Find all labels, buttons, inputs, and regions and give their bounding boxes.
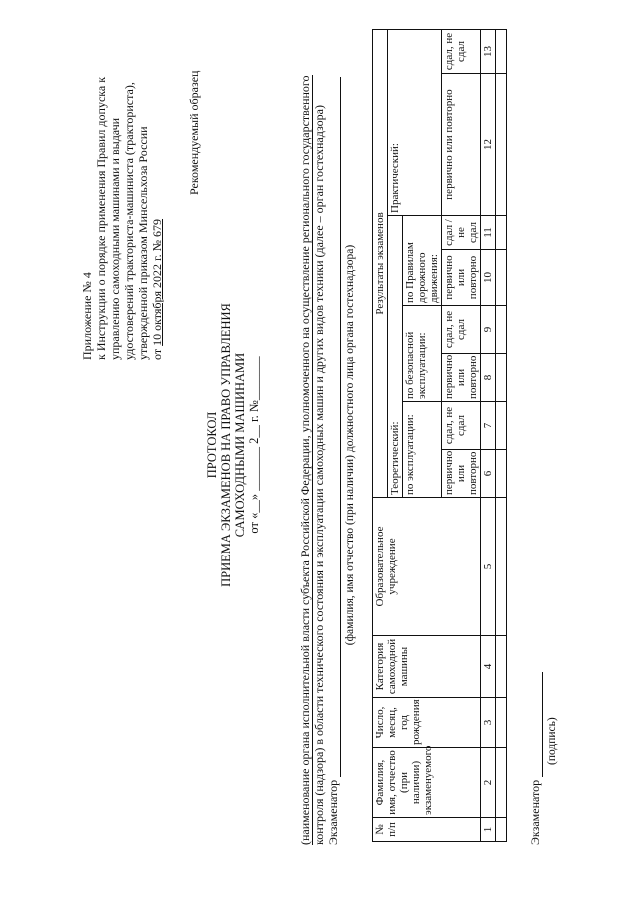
table-cell: [496, 74, 507, 216]
table-cell: [496, 498, 507, 636]
header-results: Результаты экзаменов: [373, 29, 388, 497]
header-pass-fail: сдал / не сдал: [442, 216, 481, 250]
signature-caption: (подпись): [546, 717, 558, 765]
table-cell: [496, 748, 507, 818]
examiner-field: [326, 45, 341, 845]
header-no: № п/п: [373, 818, 481, 842]
column-number: 6: [481, 450, 496, 498]
header-safe-exploitation: по безопасной эксплуатации:: [403, 306, 442, 402]
authority-caption: [298, 45, 326, 845]
title-line-3: САМОХОДНЫМИ МАШИНАМИ: [233, 352, 247, 538]
authority-line-1: (наименование органа исполнительной власти субъекта Российской Федерации, уполномоченного на осуществление регионального государственного: [298, 75, 312, 845]
protocol-title: [205, 225, 261, 665]
table-cell: [496, 402, 507, 450]
header-school: Образовательное учреждение: [373, 498, 481, 636]
column-number: 3: [481, 698, 496, 748]
table-cell: [496, 450, 507, 498]
header-theory: Теоретический:: [388, 216, 403, 498]
appendix-order-date: 10 октября 2022 г. № 679: [150, 218, 164, 346]
table-row: [496, 29, 507, 841]
table-cell: [496, 698, 507, 748]
table-cell: [496, 636, 507, 698]
recommended-sample-label: Рекомендуемый образец: [187, 70, 201, 195]
examiner-fill-line: [328, 77, 341, 777]
table-cell: [496, 216, 507, 250]
signature-label: Экзаменатор: [528, 779, 542, 845]
header-pass-fail: сдал, не сдал: [442, 29, 481, 73]
title-date-line: от «__» _______ 2__ г. №_______: [247, 356, 261, 534]
appendix-order-prefix: от: [150, 345, 164, 360]
header-pass-fail: сдал, не сдал: [442, 306, 481, 354]
header-dob: Число, месяц, год рождения: [373, 698, 481, 748]
column-number: 4: [481, 636, 496, 698]
header-practical: Практический:: [388, 29, 442, 215]
examiner-caption: (фамилия, имя отчество (при наличии) должностного лица органа гостехнадзора): [344, 244, 356, 646]
column-number: 9: [481, 306, 496, 354]
header-first-or-repeat: первично или повторно: [442, 354, 481, 402]
header-pass-fail: сдал, не сдал: [442, 402, 481, 450]
results-table: [372, 29, 507, 842]
header-first-or-repeat: первично или повторно: [442, 250, 481, 306]
column-number: 10: [481, 250, 496, 306]
column-number: 11: [481, 216, 496, 250]
appendix-line: к Инструкции о порядке применения Правил допуска к: [94, 76, 108, 360]
header-first-or-repeat: первично или повторно: [442, 450, 481, 498]
column-number: 2: [481, 748, 496, 818]
table-cell: [496, 354, 507, 402]
column-number: 8: [481, 354, 496, 402]
column-number-row: [481, 29, 496, 841]
column-number: 5: [481, 498, 496, 636]
header-first-or-repeat: первично или повторно: [442, 74, 481, 216]
column-number: 12: [481, 74, 496, 216]
header-traffic-rules: по Правилам дорожного движения:: [403, 216, 442, 306]
title-line-1: ПРОТОКОЛ: [205, 411, 219, 479]
header-category: Категория самоходной машины: [373, 636, 481, 698]
column-number: 1: [481, 818, 496, 842]
column-number: 7: [481, 402, 496, 450]
examiner-label: Экзаменатор: [326, 779, 340, 845]
table-cell: [496, 29, 507, 73]
authority-line-2: контроля (надзора) в области технического состояния и эксплуатации самоходных машин и других видов техники (далее – орган гостехнадзора): [312, 105, 326, 845]
header-exploitation: по эксплуатации:: [403, 402, 442, 498]
table-cell: [496, 306, 507, 354]
signature-fill-line: [530, 672, 543, 777]
signature-field: [528, 672, 543, 845]
title-line-2: ПРИЕМА ЭКЗАМЕНОВ НА ПРАВО УПРАВЛЕНИЯ: [219, 303, 233, 587]
table-cell: [496, 818, 507, 842]
appendix-line: удостоверений тракториста-машиниста (тракториста),: [122, 82, 136, 360]
appendix-line: утвержденной приказом Минсельхоза России: [136, 126, 150, 360]
appendix-line: управлению самоходными машинами и выдачи: [108, 117, 122, 360]
column-number: 13: [481, 29, 496, 73]
table-cell: [496, 250, 507, 306]
appendix-line: Приложение № 4: [80, 272, 94, 360]
appendix-order-line: [150, 77, 164, 360]
appendix-header: [80, 77, 164, 360]
header-name: Фамилия, имя, отчество (при наличии) экзаменуемого: [373, 748, 481, 818]
